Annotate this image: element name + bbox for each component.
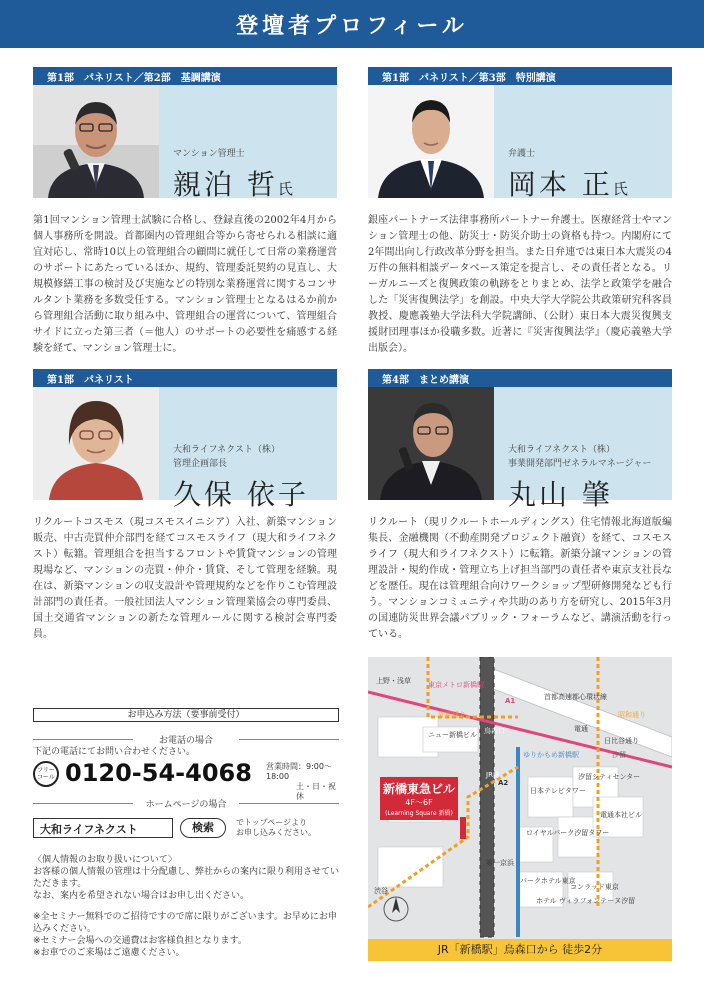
speaker-card-3 xyxy=(33,369,337,511)
speaker-name xyxy=(173,163,293,203)
speaker-name xyxy=(508,163,628,203)
seminar-notes xyxy=(33,911,339,959)
speaker-card-4 xyxy=(368,369,672,511)
map-label-newnew: ニュー新橋ビル xyxy=(428,731,477,739)
speaker-honorific: 氏 xyxy=(277,180,293,198)
web-section-label: ホームページの場合 xyxy=(33,797,339,810)
speaker-honorific: 氏 xyxy=(612,180,628,198)
privacy-line: なお、案内を希望されない場合はお申し出ください。 xyxy=(33,891,250,901)
access-map xyxy=(368,657,672,961)
speaker-company: 大和ライフネクスト（株） xyxy=(508,445,616,455)
note-item: ※全セミナー無料でのご招待ですので席に限りがございます。お早めにお申込みください。 xyxy=(33,912,337,934)
speaker-name xyxy=(508,473,613,513)
speaker-session-label: 第1部 パネリスト／第3部 特別講演 xyxy=(368,67,672,85)
speaker-photo xyxy=(368,85,494,198)
speaker-card-2 xyxy=(368,67,672,201)
map-label-a2: A2 xyxy=(498,779,509,787)
speaker-bio: リクルートコスモス（現コスモスイニシア）入社、新築マンション販売、中古売買仲介部門を経てコスモスライフ（現大和ライフネクスト）転籍。管理組合を担当するフロントや賃貸マンションの管理現場など、マンションの売買・仲介・賃貸、そして管理を経験。現在は、新築マンションの収支設計や管理規約などを作りこむ管理設計部門の責任者。一般社団法人マンション管理業協会の専門委員、国土交通省マンションの新たな管理ルールに関する検討会専門委員。 xyxy=(33,517,337,640)
map-label-dentsu: 電通本社ビル xyxy=(600,811,642,819)
freedial-icon xyxy=(33,761,59,787)
freedial-label: フリーコール xyxy=(37,767,55,781)
privacy-section xyxy=(33,854,339,902)
speaker-title: 事業開発部門ゼネラルマネージャー xyxy=(508,459,652,469)
venue-name: 新橋東急ビル xyxy=(382,782,455,796)
access-directions: JR「新橋駅」烏森口から 徒歩2分 xyxy=(368,939,672,961)
venue-floor: 4F～6F xyxy=(405,798,433,807)
privacy-title: 〈個人情報のお取り扱いについて〉 xyxy=(33,855,177,865)
speaker-name-text: 久保 依子 xyxy=(173,478,309,511)
map-label-royal: ロイヤルパーク汐留タワー xyxy=(526,829,610,837)
search-button[interactable]: 検索 xyxy=(180,818,226,838)
map-label-shiodome: 汐留 xyxy=(612,751,626,759)
phone-section-label: お電話の場合 xyxy=(33,733,339,746)
speaker-name-text: 岡本 正 xyxy=(508,168,613,201)
speaker-photo xyxy=(368,387,494,500)
venue-sub: (Learning Square 新橋) xyxy=(385,810,453,817)
business-hours xyxy=(266,762,339,802)
privacy-line: お客様の個人情報の管理は十分配慮し、弊社からの案内に限り利用させていただきます。 xyxy=(33,867,340,889)
map-label-a1: A1 xyxy=(505,697,516,705)
hours-days: 土・日・祝休 xyxy=(296,782,336,801)
phone-note: 下記の電話にてお問い合わせください。 xyxy=(33,747,196,757)
map-label-yurikamome: ゆりかもめ新橋駅 xyxy=(523,751,579,759)
speaker-role xyxy=(508,443,651,471)
map-label-metro: 東京メトロ新橋駅 xyxy=(428,681,484,689)
page-title-banner xyxy=(0,0,704,48)
map-label-hibiya: 日比谷通り xyxy=(604,737,639,745)
note-item: ※お車でのご来場はご遠慮ください。 xyxy=(33,948,185,958)
speaker-photo xyxy=(33,85,159,198)
map-label-villa: ホテル ヴィラフォンテーヌ汐留 xyxy=(536,897,636,905)
speaker-photo xyxy=(33,387,159,500)
map-label-conrad: コンラッド東京 xyxy=(570,883,619,891)
speaker-name-text: 親泊 哲 xyxy=(173,168,278,201)
speaker-session-label: 第4部 まとめ講演 xyxy=(368,369,672,387)
speaker-info-panel xyxy=(33,387,337,511)
phone-number[interactable]: 0120-54-4068 xyxy=(65,759,252,787)
map-label-keiyu: 外堀通り xyxy=(438,711,466,719)
map-label-ueno: 上野・浅草 xyxy=(376,677,411,685)
speaker-role: 弁護士 xyxy=(508,149,536,159)
speaker-bio: リクルート（現リクルートホールディングス）住宅情報北海道版編集長、金融機関（不動産開発プロジェクト融資）を経て、コスモスライフ（現大和ライフネクスト）に転籍。新築分譲マンションの管理設計・規約作成・管理立ち上げ担当部門の責任者や東京支社長などを歴任。現在は管理組合向けワークショップ型研修開発なども行う。マンションコミュニティや共助のあり方を研究し、2015年3月の国連防災世界会議パブリック・フォーラムなど、講演活動を行っている。 xyxy=(368,517,672,640)
map-label-tower: 日本テレビタワー xyxy=(530,787,586,795)
speaker-role: マンション管理士 xyxy=(173,149,245,159)
map-label-daiichi: 第一京浜 xyxy=(486,859,514,867)
speaker-info-panel xyxy=(368,85,672,201)
phone-row xyxy=(33,759,339,801)
speaker-name xyxy=(173,473,309,513)
speaker-title: 管理企画部長 xyxy=(173,459,228,469)
note-item: ※セミナー会場への交通費はお客様負担となります。 xyxy=(33,936,247,946)
map-label-shibuya: 渋谷 xyxy=(374,887,388,895)
map-label-expressway: 首都高速都心環状線 xyxy=(544,693,607,701)
speaker-name-text: 丸山 肇 xyxy=(508,478,613,511)
search-term-box[interactable] xyxy=(33,818,173,838)
web-note xyxy=(236,818,316,838)
map-label-park-hotel: パークホテル東京 xyxy=(520,877,576,885)
speaker-session-label: 第1部 パネリスト xyxy=(33,369,337,387)
speaker-bio: 銀座パートナーズ法律事務所パートナー弁護士。医療経営士やマンション管理士の他、防災士・防災介助士の資格も持つ。内閣府にて2年間出向し行政改革分野を担当。また日弁連では東日本大震災の4万件の無料相談データベース策定を提言し、その責任者となる。リーガルニーズと復興政策の軌跡をとりまとめ、法学と政策学を融合した「災害復興法学」を創設。中央大学大学院公共政策研究科客員教授、慶應義塾大学法科大学院講師、（公財）東日本大震災復興支援財団理事ほか役職多数。近著に『災害復興法学』（慶応義塾大学出版会）。 xyxy=(368,215,672,354)
venue-label xyxy=(380,777,458,820)
speaker-session-label: 第1部 パネリスト／第2部 基調講演 xyxy=(33,67,337,85)
map-label-karasumori: 烏森口 xyxy=(484,727,505,735)
speaker-info-panel xyxy=(368,387,672,511)
apply-method-heading: お申込み方法（要事前受付） xyxy=(33,708,339,722)
web-note-line-2: お申し込みください。 xyxy=(236,828,316,837)
map-label-ctr: 汐留シティセンター xyxy=(578,773,641,781)
speaker-role xyxy=(173,443,280,471)
speaker-company: 大和ライフネクスト（株） xyxy=(173,445,281,455)
map-label-showa: 昭和通り xyxy=(618,711,646,719)
hours-time: 営業時間：9:00～18:00 xyxy=(266,762,332,781)
search-term: 大和ライフネクスト xyxy=(40,823,138,836)
map-label-jr: JR線 xyxy=(486,771,500,779)
map-label-dentsu-area: 電通 xyxy=(574,725,588,733)
page-title: 登壇者プロフィール xyxy=(236,12,468,39)
speaker-card-1 xyxy=(33,67,337,201)
speaker-info-panel xyxy=(33,85,337,201)
web-note-line-1: でトップページより xyxy=(236,818,308,827)
speaker-bio: 第1回マンション管理士試験に合格し、登録直後の2002年4月から個人事務所を開設。首都圏内の管理組合等から寄せられる相談に適宜対応し、常時10以上の管理組合の顧問に就任して日常の業務運営のサポートにあたっているほか、規約、管理委託契約の見直し、大規模修繕工事の検討及び実施などの特別な業務運営に関するコンサルタント業務を多数受任する。マンション管理士となるはるか前から管理組合活動に取り組み中、管理組合の運営について、管理組合サイドに立った第三者（＝他人）のサポートの必要性を痛感する経験を経て、マンション管理士に。 xyxy=(33,215,337,354)
